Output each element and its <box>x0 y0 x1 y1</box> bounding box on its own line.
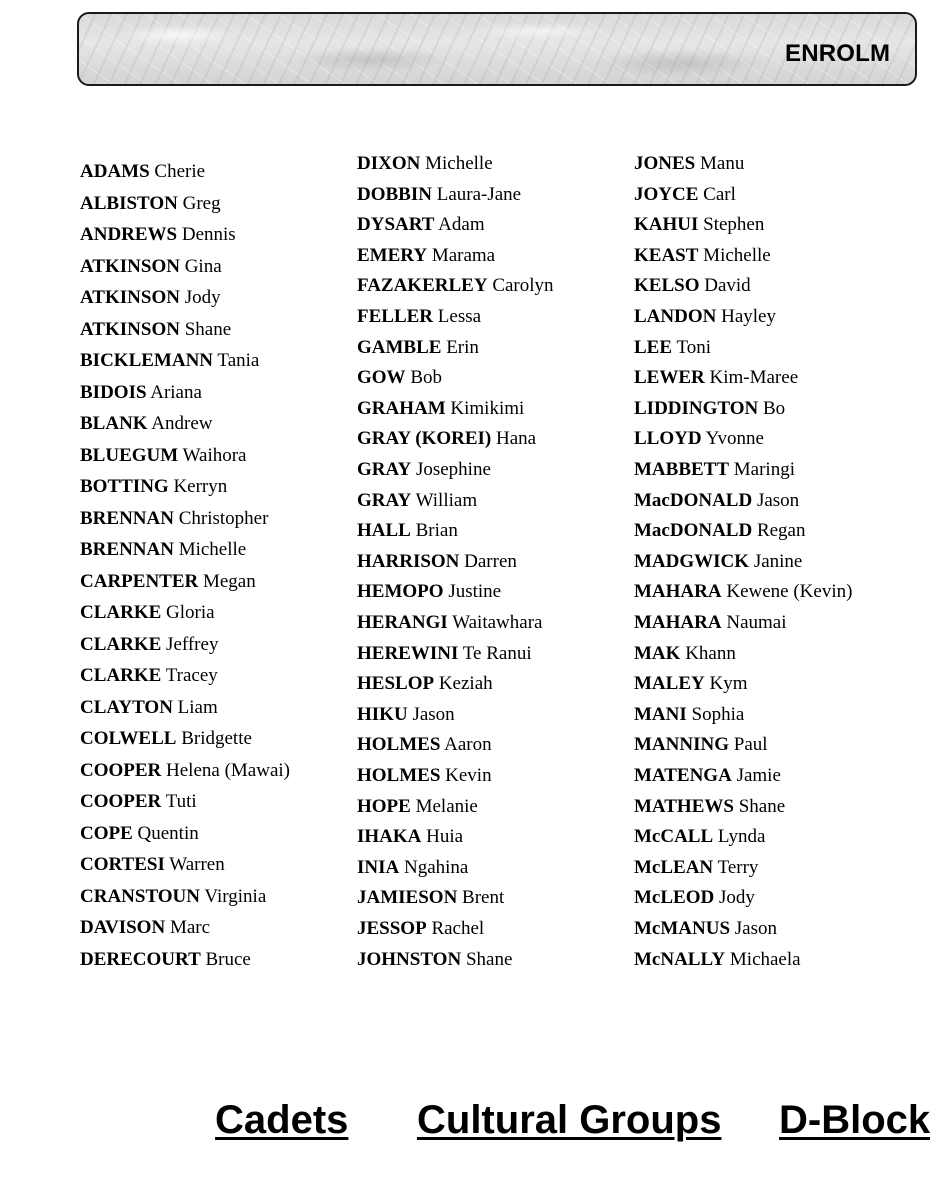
given-name: Marama <box>427 245 496 266</box>
header-banner <box>77 12 917 86</box>
name-entry <box>357 643 532 665</box>
given-name: Te Ranui <box>458 643 532 664</box>
surname: BLUEGUM <box>80 445 179 466</box>
name-entry <box>634 857 758 879</box>
given-name: Bruce <box>200 949 251 970</box>
given-name: Janine <box>749 551 803 572</box>
name-entry <box>634 184 736 206</box>
surname: JONES <box>634 153 696 174</box>
given-name: Marc <box>165 917 211 938</box>
surname: MAK <box>634 643 681 664</box>
name-entry <box>357 551 517 573</box>
surname: COOPER <box>80 760 162 781</box>
name-entry <box>634 337 711 359</box>
given-name: Bridgette <box>176 728 252 749</box>
name-entry <box>357 704 455 726</box>
name-entry <box>634 765 781 787</box>
surname: EMERY <box>357 245 428 266</box>
given-name: Hayley <box>716 306 776 327</box>
given-name: Jason <box>730 918 778 939</box>
surname: BICKLEMANN <box>80 350 214 371</box>
surname: IHAKA <box>357 826 422 847</box>
name-entry <box>634 643 736 665</box>
given-name: Brian <box>410 520 458 541</box>
surname: CLARKE <box>80 602 162 623</box>
given-name: Yvonne <box>701 428 764 449</box>
name-entry <box>634 918 777 940</box>
given-name: Greg <box>177 193 221 214</box>
surname: KAHUI <box>634 214 699 235</box>
given-name: David <box>699 275 751 296</box>
given-name: Cherie <box>149 161 206 182</box>
surname: LLOYD <box>634 428 702 449</box>
name-entry <box>357 428 536 450</box>
surname: BIDOIS <box>80 382 147 403</box>
name-entry <box>357 826 463 848</box>
surname: ATKINSON <box>80 256 180 277</box>
surname: GRAHAM <box>357 398 446 419</box>
surname: MAHARA <box>634 612 722 633</box>
name-entry <box>634 734 768 756</box>
given-name: William <box>411 490 478 511</box>
given-name: Brent <box>457 887 505 908</box>
name-entry <box>80 571 256 593</box>
surname: HIKU <box>357 704 408 725</box>
name-entry <box>357 398 524 420</box>
surname: HARRISON <box>357 551 460 572</box>
surname: CARPENTER <box>80 571 199 592</box>
surname: MacDONALD <box>634 520 753 541</box>
surname: GOW <box>357 367 406 388</box>
given-name: Quentin <box>132 823 199 844</box>
name-entry <box>357 918 484 940</box>
given-name: Melanie <box>410 796 478 817</box>
given-name: Liam <box>172 697 218 718</box>
given-name: Adam <box>434 214 485 235</box>
given-name: Toni <box>672 337 711 358</box>
given-name: Jason <box>407 704 455 725</box>
given-name: Rachel <box>426 918 485 939</box>
surname: MATHEWS <box>634 796 734 817</box>
name-entry <box>357 887 504 909</box>
surname: CLARKE <box>80 665 162 686</box>
name-entry <box>80 319 231 341</box>
surname: MacDONALD <box>634 490 753 511</box>
name-entry <box>80 949 251 971</box>
name-entry <box>357 612 542 634</box>
link-cultural-groups[interactable]: Cultural Groups <box>417 1098 722 1142</box>
given-name: Tuti <box>161 791 197 812</box>
surname: GRAY <box>357 459 412 480</box>
name-entry <box>357 765 492 787</box>
surname: BRENNAN <box>80 508 174 529</box>
surname: ADAMS <box>80 161 150 182</box>
given-name: Naumai <box>721 612 787 633</box>
name-entry <box>80 665 218 687</box>
given-name: Khann <box>680 643 736 664</box>
name-entry <box>634 612 787 634</box>
name-entry <box>634 153 744 175</box>
given-name: Regan <box>752 520 806 541</box>
surname: GRAY (KOREI) <box>357 428 492 449</box>
given-name: Ngahina <box>399 857 469 878</box>
name-entry <box>634 704 744 726</box>
surname: GAMBLE <box>357 337 442 358</box>
surname: HOPE <box>357 796 411 817</box>
given-name: Keziah <box>434 673 493 694</box>
name-entry <box>80 539 246 561</box>
given-name: Carl <box>698 184 736 205</box>
given-name: Bo <box>758 398 786 419</box>
given-name: Shane <box>179 319 232 340</box>
name-entry <box>80 287 221 309</box>
given-name: Waihora <box>178 445 247 466</box>
given-name: Kewene (Kevin) <box>721 581 853 602</box>
name-entry <box>80 382 202 404</box>
surname: MADGWICK <box>634 551 750 572</box>
name-entry <box>634 826 765 848</box>
given-name: Terry <box>713 857 759 878</box>
given-name: Jody <box>714 887 755 908</box>
name-entry <box>634 520 806 542</box>
surname: HALL <box>357 520 411 541</box>
name-entry <box>357 949 512 971</box>
name-entry <box>634 551 802 573</box>
given-name: Michelle <box>698 245 771 266</box>
surname: JOHNSTON <box>357 949 462 970</box>
surname: DAVISON <box>80 917 166 938</box>
surname: KELSO <box>634 275 700 296</box>
surname: COOPER <box>80 791 162 812</box>
name-entry <box>80 886 266 908</box>
link-cadets[interactable]: Cadets <box>215 1098 349 1142</box>
given-name: Darren <box>459 551 517 572</box>
name-entry <box>80 256 222 278</box>
surname: ATKINSON <box>80 287 180 308</box>
name-entry <box>80 508 268 530</box>
name-entry <box>634 796 785 818</box>
surname: LEWER <box>634 367 705 388</box>
surname: MABBETT <box>634 459 730 480</box>
name-entry <box>634 306 776 328</box>
given-name: Tania <box>213 350 260 371</box>
surname: MATENGA <box>634 765 732 786</box>
name-entry <box>357 337 479 359</box>
surname: CLAYTON <box>80 697 173 718</box>
surname: INIA <box>357 857 400 878</box>
name-entry <box>634 949 801 971</box>
name-entry <box>357 490 477 512</box>
surname: DIXON <box>357 153 421 174</box>
given-name: Virginia <box>200 886 267 907</box>
name-entry <box>357 245 495 267</box>
name-entry <box>80 602 215 624</box>
given-name: Maringi <box>729 459 795 480</box>
surname: ATKINSON <box>80 319 180 340</box>
name-entry <box>80 697 218 719</box>
name-entry <box>80 413 212 435</box>
surname: GRAY <box>357 490 412 511</box>
surname: McLEOD <box>634 887 715 908</box>
name-entry <box>634 367 798 389</box>
given-name: Bob <box>405 367 442 388</box>
given-name: Jody <box>179 287 221 308</box>
surname: LIDDINGTON <box>634 398 759 419</box>
given-name: Hana <box>491 428 537 449</box>
surname: COLWELL <box>80 728 177 749</box>
given-name: Megan <box>198 571 256 592</box>
given-name: Huia <box>421 826 464 847</box>
given-name: Lessa <box>433 306 482 327</box>
surname: McMANUS <box>634 918 731 939</box>
surname: LEE <box>634 337 673 358</box>
name-entry <box>357 153 493 175</box>
name-entry <box>80 760 290 782</box>
given-name: Lynda <box>713 826 766 847</box>
name-entry <box>357 673 493 695</box>
name-entry <box>357 214 485 236</box>
given-name: Shane <box>733 796 786 817</box>
name-entry <box>80 728 252 750</box>
name-entry <box>357 857 468 879</box>
given-name: Stephen <box>698 214 765 235</box>
link-d-block[interactable]: D-Block <box>779 1098 930 1142</box>
surname: KEAST <box>634 245 699 266</box>
given-name: Sophia <box>686 704 745 725</box>
surname: HOLMES <box>357 734 441 755</box>
name-entry <box>357 796 478 818</box>
given-name: Erin <box>441 337 479 358</box>
surname: McLEAN <box>634 857 714 878</box>
given-name: Carolyn <box>487 275 554 296</box>
name-entry <box>357 520 458 542</box>
given-name: Kevin <box>440 765 492 786</box>
given-name: Aaron <box>440 734 492 755</box>
given-name: Kimikimi <box>445 398 525 419</box>
name-entry <box>80 193 221 215</box>
surname: CORTESI <box>80 854 165 875</box>
name-entry <box>357 275 554 297</box>
surname: DOBBIN <box>357 184 432 205</box>
given-name: Gina <box>179 256 222 277</box>
name-entry <box>634 459 795 481</box>
surname: ANDREWS <box>80 224 178 245</box>
name-entry <box>80 823 199 845</box>
name-entry <box>80 634 218 656</box>
surname: HEMOPO <box>357 581 444 602</box>
name-entry <box>634 490 799 512</box>
given-name: Dennis <box>177 224 236 245</box>
given-name: Shane <box>461 949 513 970</box>
name-entry <box>634 428 764 450</box>
name-entry <box>80 476 227 498</box>
given-name: Christopher <box>173 508 269 529</box>
surname: MANI <box>634 704 687 725</box>
surname: HESLOP <box>357 673 435 694</box>
surname: FAZAKERLEY <box>357 275 488 296</box>
name-entry <box>634 214 764 236</box>
surname: HOLMES <box>357 765 441 786</box>
name-entry <box>634 245 771 267</box>
given-name: Michelle <box>173 539 247 560</box>
given-name: Gloria <box>161 602 215 623</box>
surname: COPE <box>80 823 133 844</box>
surname: BRENNAN <box>80 539 174 560</box>
surname: McCALL <box>634 826 714 847</box>
surname: MANNING <box>634 734 729 755</box>
name-entry <box>634 673 747 695</box>
name-entry <box>80 917 210 939</box>
name-entry <box>80 161 205 183</box>
name-entry <box>80 791 197 813</box>
name-entry <box>357 367 442 389</box>
name-entry <box>357 459 491 481</box>
surname: McNALLY <box>634 949 726 970</box>
surname: CLARKE <box>80 634 162 655</box>
name-entry <box>634 398 785 420</box>
given-name: Jeffrey <box>161 634 219 655</box>
name-entry <box>634 275 751 297</box>
given-name: Tracey <box>161 665 218 686</box>
name-entry <box>80 224 236 246</box>
given-name: Josephine <box>411 459 491 480</box>
name-entry <box>80 445 246 467</box>
given-name: Laura-Jane <box>431 184 522 205</box>
surname: DERECOURT <box>80 949 201 970</box>
given-name: Helena (Mawai) <box>161 760 290 781</box>
surname: BOTTING <box>80 476 169 497</box>
given-name: Waitawhara <box>447 612 543 633</box>
surname: CRANSTOUN <box>80 886 201 907</box>
name-entry <box>80 350 259 372</box>
given-name: Jamie <box>731 765 781 786</box>
name-entry <box>357 184 521 206</box>
given-name: Kim-Maree <box>704 367 799 388</box>
surname: JESSOP <box>357 918 427 939</box>
given-name: Warren <box>164 854 225 875</box>
name-entry <box>357 306 481 328</box>
given-name: Manu <box>695 153 745 174</box>
surname: JAMIESON <box>357 887 458 908</box>
surname: MALEY <box>634 673 705 694</box>
surname: DYSART <box>357 214 435 235</box>
given-name: Kym <box>704 673 748 694</box>
name-entry <box>634 581 852 603</box>
surname: HERANGI <box>357 612 448 633</box>
surname: FELLER <box>357 306 434 327</box>
surname: BLANK <box>80 413 148 434</box>
given-name: Justine <box>443 581 502 602</box>
given-name: Ariana <box>146 382 202 403</box>
surname: LANDON <box>634 306 717 327</box>
given-name: Jason <box>752 490 800 511</box>
surname: ALBISTON <box>80 193 178 214</box>
given-name: Paul <box>729 734 768 755</box>
name-entry <box>80 854 225 876</box>
name-entry <box>357 734 492 756</box>
given-name: Michelle <box>420 153 493 174</box>
given-name: Kerryn <box>168 476 228 497</box>
surname: MAHARA <box>634 581 722 602</box>
surname: HEREWINI <box>357 643 459 664</box>
name-entry <box>634 887 755 909</box>
given-name: Michaela <box>725 949 801 970</box>
banner-title: ENROLM <box>785 40 891 67</box>
given-name: Andrew <box>147 413 213 434</box>
surname: JOYCE <box>634 184 699 205</box>
name-entry <box>357 581 501 603</box>
